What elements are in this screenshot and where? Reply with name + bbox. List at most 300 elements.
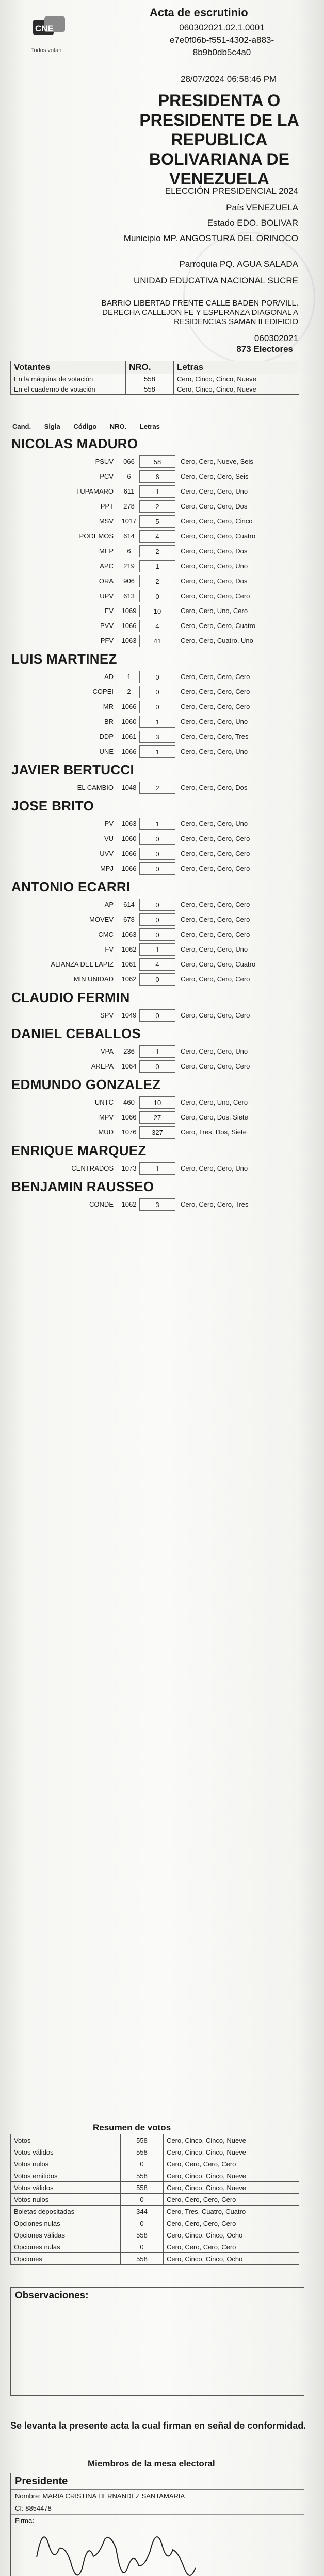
resumen-label: Votos: [11, 2134, 121, 2146]
party-code: 460: [123, 1098, 135, 1106]
party-votes-letras: Cero, Cero, Cero, Cero: [181, 1062, 250, 1070]
members-title: Miembros de la mesa electoral: [88, 2459, 215, 2468]
votantes-letras: Cero, Cinco, Cinco, Nueve: [174, 374, 299, 384]
resumen-number: 558: [121, 2170, 164, 2182]
party-votes: 1: [139, 1162, 175, 1175]
party-votes-letras: Cero, Cero, Cero, Uno: [181, 1164, 248, 1172]
candidate-block: [10, 1179, 310, 1212]
party-votes-letras: Cero, Cero, Cero, Cero: [181, 930, 250, 938]
acta-header: [10, 0, 314, 361]
candidate-name: JOSE BRITO: [11, 798, 94, 814]
party-row: [10, 573, 310, 588]
resumen-number: 344: [121, 2206, 164, 2217]
resumen-label: Opciones nulas: [11, 2241, 121, 2253]
party-votes-letras: Cero, Cero, Cero, Cero: [181, 865, 250, 872]
party-votes-letras: Cero, Cero, Cero, Cero: [181, 592, 250, 600]
party-votes: 10: [139, 605, 175, 617]
table-row: [11, 2170, 299, 2182]
table-row: [11, 2182, 299, 2194]
party-code: 2: [127, 688, 131, 696]
party-votes: 0: [139, 848, 175, 860]
party-code: 236: [123, 1047, 135, 1055]
party-sigla: UNE: [99, 748, 114, 755]
member-box: [10, 2473, 304, 2576]
party-row: [10, 1044, 310, 1059]
party-votes: 1: [139, 716, 175, 728]
party-row: [10, 780, 310, 795]
party-row: [10, 1125, 310, 1140]
party-row: [10, 1110, 310, 1125]
party-row: [10, 1059, 310, 1074]
party-sigla: MIN UNIDAD: [73, 975, 114, 983]
resumen-letras: Cero, Tres, Cuatro, Cuatro: [164, 2206, 299, 2217]
party-code: 906: [123, 577, 135, 585]
resumen-letras: Cero, Cinco, Cinco, Nueve: [164, 2170, 299, 2182]
party-votes-letras: Cero, Cero, Cero, Tres: [181, 1200, 249, 1208]
party-code: 066: [123, 457, 135, 465]
party-votes: 0: [139, 913, 175, 926]
party-votes: 0: [139, 973, 175, 986]
party-sigla: BR: [104, 718, 114, 725]
party-sigla: MPJ: [100, 865, 114, 872]
party-votes: 4: [139, 620, 175, 632]
estado: Estado EDO. BOLIVAR: [207, 218, 298, 228]
party-code: 1060: [121, 835, 137, 842]
resumen-letras: Cero, Cinco, Cinco, Nueve: [164, 2146, 299, 2158]
candidate-block: [10, 879, 310, 987]
party-row: [10, 912, 310, 927]
party-code: 1048: [121, 784, 137, 791]
party-code: 6: [127, 472, 131, 480]
party-votes-letras: Cero, Cero, Cero, Cuatro: [181, 532, 256, 540]
party-votes-letras: Cero, Cero, Cero, Cuatro: [181, 960, 256, 968]
cne-logo-subtitle: Todos votan: [31, 47, 62, 54]
party-votes: 41: [139, 635, 175, 647]
party-row: [10, 816, 310, 831]
table-row: [11, 2146, 299, 2158]
party-votes: 4: [139, 958, 175, 971]
member-ci: CI: 8854478: [11, 2502, 304, 2515]
votantes-header: Votantes: [11, 361, 126, 374]
member-signature-area: [11, 2515, 304, 2576]
candidate-block: [10, 651, 310, 759]
party-row: [10, 744, 310, 759]
candidate-name: NICOLAS MADURO: [11, 436, 138, 451]
party-row: [10, 529, 310, 544]
resumen-number: 0: [121, 2241, 164, 2253]
candidate-block: [10, 798, 310, 876]
table-row: [11, 384, 299, 395]
party-row: [10, 484, 310, 499]
party-sigla: EV: [104, 607, 114, 615]
resumen-number: 0: [121, 2194, 164, 2206]
party-code: 1066: [121, 850, 137, 857]
party-row: [10, 514, 310, 529]
party-votes: 1: [139, 943, 175, 956]
acta-title: Acta de escrutinio: [150, 6, 248, 19]
party-row: [10, 469, 310, 484]
votantes-label: En la máquina de votación: [11, 374, 126, 384]
resumen-label: Votos emitidos: [11, 2170, 121, 2182]
party-code: 1073: [121, 1164, 137, 1172]
candidate-name: JAVIER BERTUCCI: [11, 762, 135, 777]
party-votes: 6: [139, 470, 175, 483]
party-votes: 0: [139, 833, 175, 845]
resumen-letras: Cero, Cinco, Cinco, Nueve: [164, 2134, 299, 2146]
party-votes: 3: [139, 731, 175, 743]
party-code: 1066: [121, 865, 137, 872]
party-sigla: PVV: [100, 622, 114, 630]
party-sigla: TUPAMARO: [76, 487, 114, 495]
party-sigla: EL CAMBIO: [77, 784, 114, 791]
party-code: 1061: [121, 960, 137, 968]
party-sigla: SPV: [100, 1011, 114, 1019]
party-votes-letras: Cero, Cero, Cero, Uno: [181, 718, 248, 725]
party-votes: 2: [139, 500, 175, 513]
acta-id: [144, 22, 299, 59]
party-votes-letras: Cero, Cero, Cero, Uno: [181, 945, 248, 953]
party-votes: 0: [139, 899, 175, 911]
party-sigla: MEP: [99, 547, 114, 555]
candidate-block: [10, 1026, 310, 1074]
party-row: [10, 897, 310, 912]
party-votes: 1: [139, 560, 175, 572]
party-votes-letras: Cero, Cero, Cero, Cero: [181, 688, 250, 696]
candidate-name: CLAUDIO FERMIN: [11, 990, 130, 1005]
resumen-letras: Cero, Cinco, Cinco, Nueve: [164, 2182, 299, 2194]
election-title: PRESIDENTA O PRESIDENTE DE LA REPUBLICA BOLIVARIANA DE VENEZUELA: [139, 91, 299, 188]
acta-id-line: 8b9b0db5c4a0: [192, 47, 251, 57]
party-row: [10, 684, 310, 699]
party-row: [10, 972, 310, 987]
resumen-label: Votos válidos: [11, 2182, 121, 2194]
resumen-letras: Cero, Cero, Cero, Cero: [164, 2194, 299, 2206]
party-sigla: AREPA: [91, 1062, 114, 1070]
resumen-table: [10, 2134, 299, 2265]
votantes-table: [10, 361, 299, 395]
party-code: 1069: [121, 607, 137, 615]
party-votes-letras: Cero, Tres, Dos, Siete: [181, 1128, 247, 1136]
candidate-name: BENJAMIN RAUSSEO: [11, 1179, 154, 1194]
resumen-label: Boletas depositadas: [11, 2206, 121, 2217]
party-code: 614: [123, 532, 135, 540]
party-votes: 0: [139, 1009, 175, 1022]
party-row: [10, 588, 310, 603]
party-votes-letras: Cero, Cero, Cero, Dos: [181, 547, 248, 555]
party-votes: 0: [139, 1060, 175, 1073]
party-row: [10, 669, 310, 684]
party-code: 1062: [121, 945, 137, 953]
party-votes-letras: Cero, Cero, Uno, Cero: [181, 1098, 248, 1106]
candidate-block: [10, 990, 310, 1023]
pais: País VENEZUELA: [226, 202, 298, 212]
party-row: [10, 1008, 310, 1023]
candidate-block: [10, 762, 310, 795]
party-votes-letras: Cero, Cero, Cero, Tres: [181, 733, 249, 740]
party-code: 1066: [121, 703, 137, 710]
party-votes-letras: Cero, Cero, Cero, Uno: [181, 1047, 248, 1055]
party-row: [10, 927, 310, 942]
resumen-number: 558: [121, 2134, 164, 2146]
party-votes: 4: [139, 530, 175, 543]
acta-id-line: 060302021.02.1.0001: [179, 23, 265, 32]
party-votes-letras: Cero, Cero, Cero, Cuatro: [181, 622, 256, 630]
party-sigla: UVV: [100, 850, 114, 857]
party-sigla: APC: [100, 562, 114, 570]
party-code: 1063: [121, 930, 137, 938]
party-code: 614: [123, 901, 135, 908]
party-row: [10, 699, 310, 714]
party-code: 278: [123, 502, 135, 510]
parroquia: Parroquia PQ. AGUA SALADA: [179, 259, 298, 269]
party-sigla: MR: [103, 703, 114, 710]
resumen-letras: Cero, Cinco, Cinco, Ocho: [164, 2229, 299, 2241]
party-votes: 58: [139, 455, 175, 468]
candidates-section: [10, 433, 310, 1212]
votantes-label: En el cuaderno de votación: [11, 384, 126, 395]
resumen-letras: Cero, Cero, Cero, Cero: [164, 2241, 299, 2253]
party-row: [10, 957, 310, 972]
party-votes: 2: [139, 575, 175, 587]
party-row: [10, 603, 310, 618]
party-sigla: PFV: [100, 637, 114, 645]
party-code: 1063: [121, 637, 137, 645]
party-votes-letras: Cero, Cero, Cero, Dos: [181, 784, 248, 791]
party-votes: 0: [139, 686, 175, 698]
party-votes-letras: Cero, Cero, Uno, Cero: [181, 607, 248, 615]
party-sigla: PPT: [100, 502, 114, 510]
party-code: 1: [127, 673, 131, 681]
resumen-number: 0: [121, 2217, 164, 2229]
party-row: [10, 633, 310, 648]
candidate-name: ANTONIO ECARRI: [11, 879, 131, 894]
svg-text:CNE: CNE: [35, 24, 54, 33]
party-sigla: CONDE: [89, 1200, 114, 1208]
observaciones-box: [10, 2287, 304, 2396]
member-name: Nombre: MARIA CRISTINA HERNANDEZ SANTAMARIA: [11, 2490, 304, 2502]
resumen-letras: Cero, Cero, Cero, Cero: [164, 2217, 299, 2229]
party-votes: 1: [139, 1045, 175, 1058]
party-sigla: AP: [104, 901, 114, 908]
party-votes: 0: [139, 701, 175, 713]
party-code: 1076: [121, 1128, 137, 1136]
party-votes-letras: Cero, Cero, Cero, Cero: [181, 975, 250, 983]
party-votes-letras: Cero, Cero, Cero, Uno: [181, 487, 248, 495]
party-row: [10, 846, 310, 861]
party-sigla: PODEMOS: [79, 532, 114, 540]
party-code: 1017: [121, 517, 137, 525]
resumen-label: Votos nulos: [11, 2194, 121, 2206]
acta-datetime: 28/07/2024 06:58:46 PM: [181, 74, 277, 84]
table-row: [11, 2217, 299, 2229]
party-row: [10, 831, 310, 846]
resumen-number: 0: [121, 2158, 164, 2170]
party-votes-letras: Cero, Cero, Cero, Cero: [181, 1011, 250, 1019]
party-votes: 327: [139, 1126, 175, 1139]
party-sigla: MPV: [99, 1113, 114, 1121]
votantes-number: 558: [126, 374, 174, 384]
party-code: 678: [123, 916, 135, 923]
letras-header: Letras: [174, 361, 299, 374]
firma-label: Firma:: [15, 2517, 34, 2524]
party-votes: 27: [139, 1111, 175, 1124]
party-votes: 1: [139, 485, 175, 498]
candidate-name: ENRIQUE MARQUEZ: [11, 1143, 147, 1158]
votantes-letras: Cero, Cinco, Cinco, Nueve: [174, 384, 299, 395]
party-votes: 0: [139, 862, 175, 875]
party-votes-letras: Cero, Cero, Cero, Cero: [181, 703, 250, 710]
resumen-title: Resumen de votos: [93, 2123, 171, 2132]
table-row: [11, 2206, 299, 2217]
candidate-column-headers: Cand. Sigla Código NRO. Letras: [12, 422, 160, 430]
member-role: Presidente: [11, 2473, 304, 2490]
candidate-name: DANIEL CEBALLOS: [11, 1026, 141, 1041]
party-sigla: AD: [104, 673, 114, 681]
party-code: 1060: [121, 718, 137, 725]
party-votes-letras: Cero, Cero, Cero, Cinco: [181, 517, 253, 525]
party-sigla: FV: [105, 945, 114, 953]
candidate-block: [10, 436, 310, 648]
party-code: 1062: [121, 1200, 137, 1208]
party-row: [10, 1161, 310, 1176]
party-votes-letras: Cero, Cero, Cero, Dos: [181, 577, 248, 585]
party-code: 1062: [121, 975, 137, 983]
resumen-number: 558: [121, 2229, 164, 2241]
resumen-number: 558: [121, 2182, 164, 2194]
table-row: [11, 2241, 299, 2253]
party-sigla: MSV: [99, 517, 114, 525]
party-row: [10, 714, 310, 729]
party-sigla: ORA: [99, 577, 114, 585]
resumen-letras: Cero, Cero, Cero, Cero: [164, 2158, 299, 2170]
acta-id-line: e7e0f06b-f551-4302-a883-: [169, 35, 274, 45]
party-sigla: CENTRADOS: [71, 1164, 114, 1172]
party-code: 6: [127, 547, 131, 555]
party-votes: 0: [139, 590, 175, 602]
codigo-centro: 060302021: [254, 333, 298, 343]
party-votes-letras: Cero, Cero, Cero, Cero: [181, 850, 250, 857]
resumen-label: Opciones válidas: [11, 2229, 121, 2241]
table-row: [11, 374, 299, 384]
party-sigla: VPA: [100, 1047, 114, 1055]
centro-votacion: UNIDAD EDUCATIVA NACIONAL SUCRE: [134, 276, 298, 285]
conformidad-text: Se levanta la presente acta la cual firman en señal de conformidad.: [10, 2420, 306, 2431]
candidate-name: EDMUNDO GONZALEZ: [11, 1077, 161, 1092]
votantes-number: 558: [126, 384, 174, 395]
party-code: 1063: [121, 820, 137, 827]
party-code: 1066: [121, 622, 137, 630]
party-row: [10, 729, 310, 744]
party-code: 613: [123, 592, 135, 600]
party-row: [10, 454, 310, 469]
party-row: [10, 942, 310, 957]
party-votes-letras: Cero, Cero, Cero, Cero: [181, 916, 250, 923]
party-code: 1066: [121, 1113, 137, 1121]
party-votes: 0: [139, 928, 175, 941]
party-code: 1066: [121, 748, 137, 755]
party-votes-letras: Cero, Cero, Cero, Cero: [181, 835, 250, 842]
signature-icon: [31, 2525, 217, 2576]
candidate-block: [10, 1077, 310, 1140]
party-code: 1061: [121, 733, 137, 740]
table-row: [11, 2158, 299, 2170]
party-sigla: MOVEV: [89, 916, 114, 923]
party-votes: 0: [139, 671, 175, 683]
table-row: [11, 2229, 299, 2241]
party-sigla: PSUV: [95, 457, 114, 465]
party-sigla: UNTC: [94, 1098, 114, 1106]
party-votes-letras: Cero, Cero, Cero, Uno: [181, 748, 248, 755]
party-votes: 2: [139, 545, 175, 557]
resumen-label: Opciones: [11, 2253, 121, 2265]
observaciones-label: Observaciones:: [15, 2290, 89, 2301]
resumen-letras: Cero, Cinco, Cinco, Ocho: [164, 2253, 299, 2265]
party-sigla: PV: [104, 820, 114, 827]
resumen-number: 558: [121, 2253, 164, 2265]
party-votes-letras: Cero, Cero, Cuatro, Uno: [181, 637, 253, 645]
party-row: [10, 861, 310, 876]
party-row: [10, 1095, 310, 1110]
candidate-block: [10, 1143, 310, 1176]
party-votes-letras: Cero, Cero, Cero, Uno: [181, 820, 248, 827]
party-row: [10, 618, 310, 633]
resumen-label: Votos nulos: [11, 2158, 121, 2170]
cne-logo-icon: [31, 14, 67, 45]
party-votes: 5: [139, 515, 175, 528]
party-votes-letras: Cero, Cero, Cero, Dos: [181, 502, 248, 510]
party-votes-letras: Cero, Cero, Cero, Cero: [181, 901, 250, 908]
party-sigla: PCV: [100, 472, 114, 480]
party-votes-letras: Cero, Cero, Dos, Siete: [181, 1113, 248, 1121]
resumen-label: Opciones nulas: [11, 2217, 121, 2229]
party-votes: 3: [139, 1198, 175, 1211]
election-name: ELECCIÓN PRESIDENCIAL 2024: [165, 186, 298, 196]
resumen-label: Votos válidos: [11, 2146, 121, 2158]
party-row: [10, 544, 310, 558]
table-row: [11, 2253, 299, 2265]
table-row: [11, 2194, 299, 2206]
party-votes-letras: Cero, Cero, Cero, Seis: [181, 472, 249, 480]
party-row: [10, 558, 310, 573]
party-sigla: VU: [104, 835, 114, 842]
direccion: BARRIO LIBERTAD FRENTE CALLE BADEN POR/VILL. DERECHA CALLEJON FE Y ESPERANZA DIAGONAL A RESIDENCIAS SAMAN II EDIFICIO: [101, 299, 298, 326]
party-row: [10, 1197, 310, 1212]
party-sigla: UPV: [100, 592, 114, 600]
party-votes: 1: [139, 745, 175, 758]
party-sigla: COPEI: [92, 688, 114, 696]
electores-count: 873 Electores: [236, 344, 293, 354]
party-code: 1049: [121, 1011, 137, 1019]
municipio: Municipio MP. ANGOSTURA DEL ORINOCO: [123, 233, 298, 243]
party-code: 1064: [121, 1062, 137, 1070]
resumen-number: 558: [121, 2146, 164, 2158]
party-sigla: CMC: [98, 930, 114, 938]
party-sigla: ALIANZA DEL LAPIZ: [51, 960, 114, 968]
party-votes-letras: Cero, Cero, Cero, Cero: [181, 673, 250, 681]
party-code: 219: [123, 562, 135, 570]
party-votes-letras: Cero, Cero, Cero, Uno: [181, 562, 248, 570]
party-votes-letras: Cero, Cero, Nueve, Seis: [181, 457, 253, 465]
party-votes: 1: [139, 818, 175, 830]
party-votes: 2: [139, 782, 175, 794]
table-row: [11, 2134, 299, 2146]
party-sigla: DDP: [99, 733, 114, 740]
nro-header: NRO.: [126, 361, 174, 374]
party-votes: 10: [139, 1096, 175, 1109]
candidate-name: LUIS MARTINEZ: [11, 651, 117, 667]
party-row: [10, 499, 310, 514]
party-code: 611: [123, 487, 135, 495]
